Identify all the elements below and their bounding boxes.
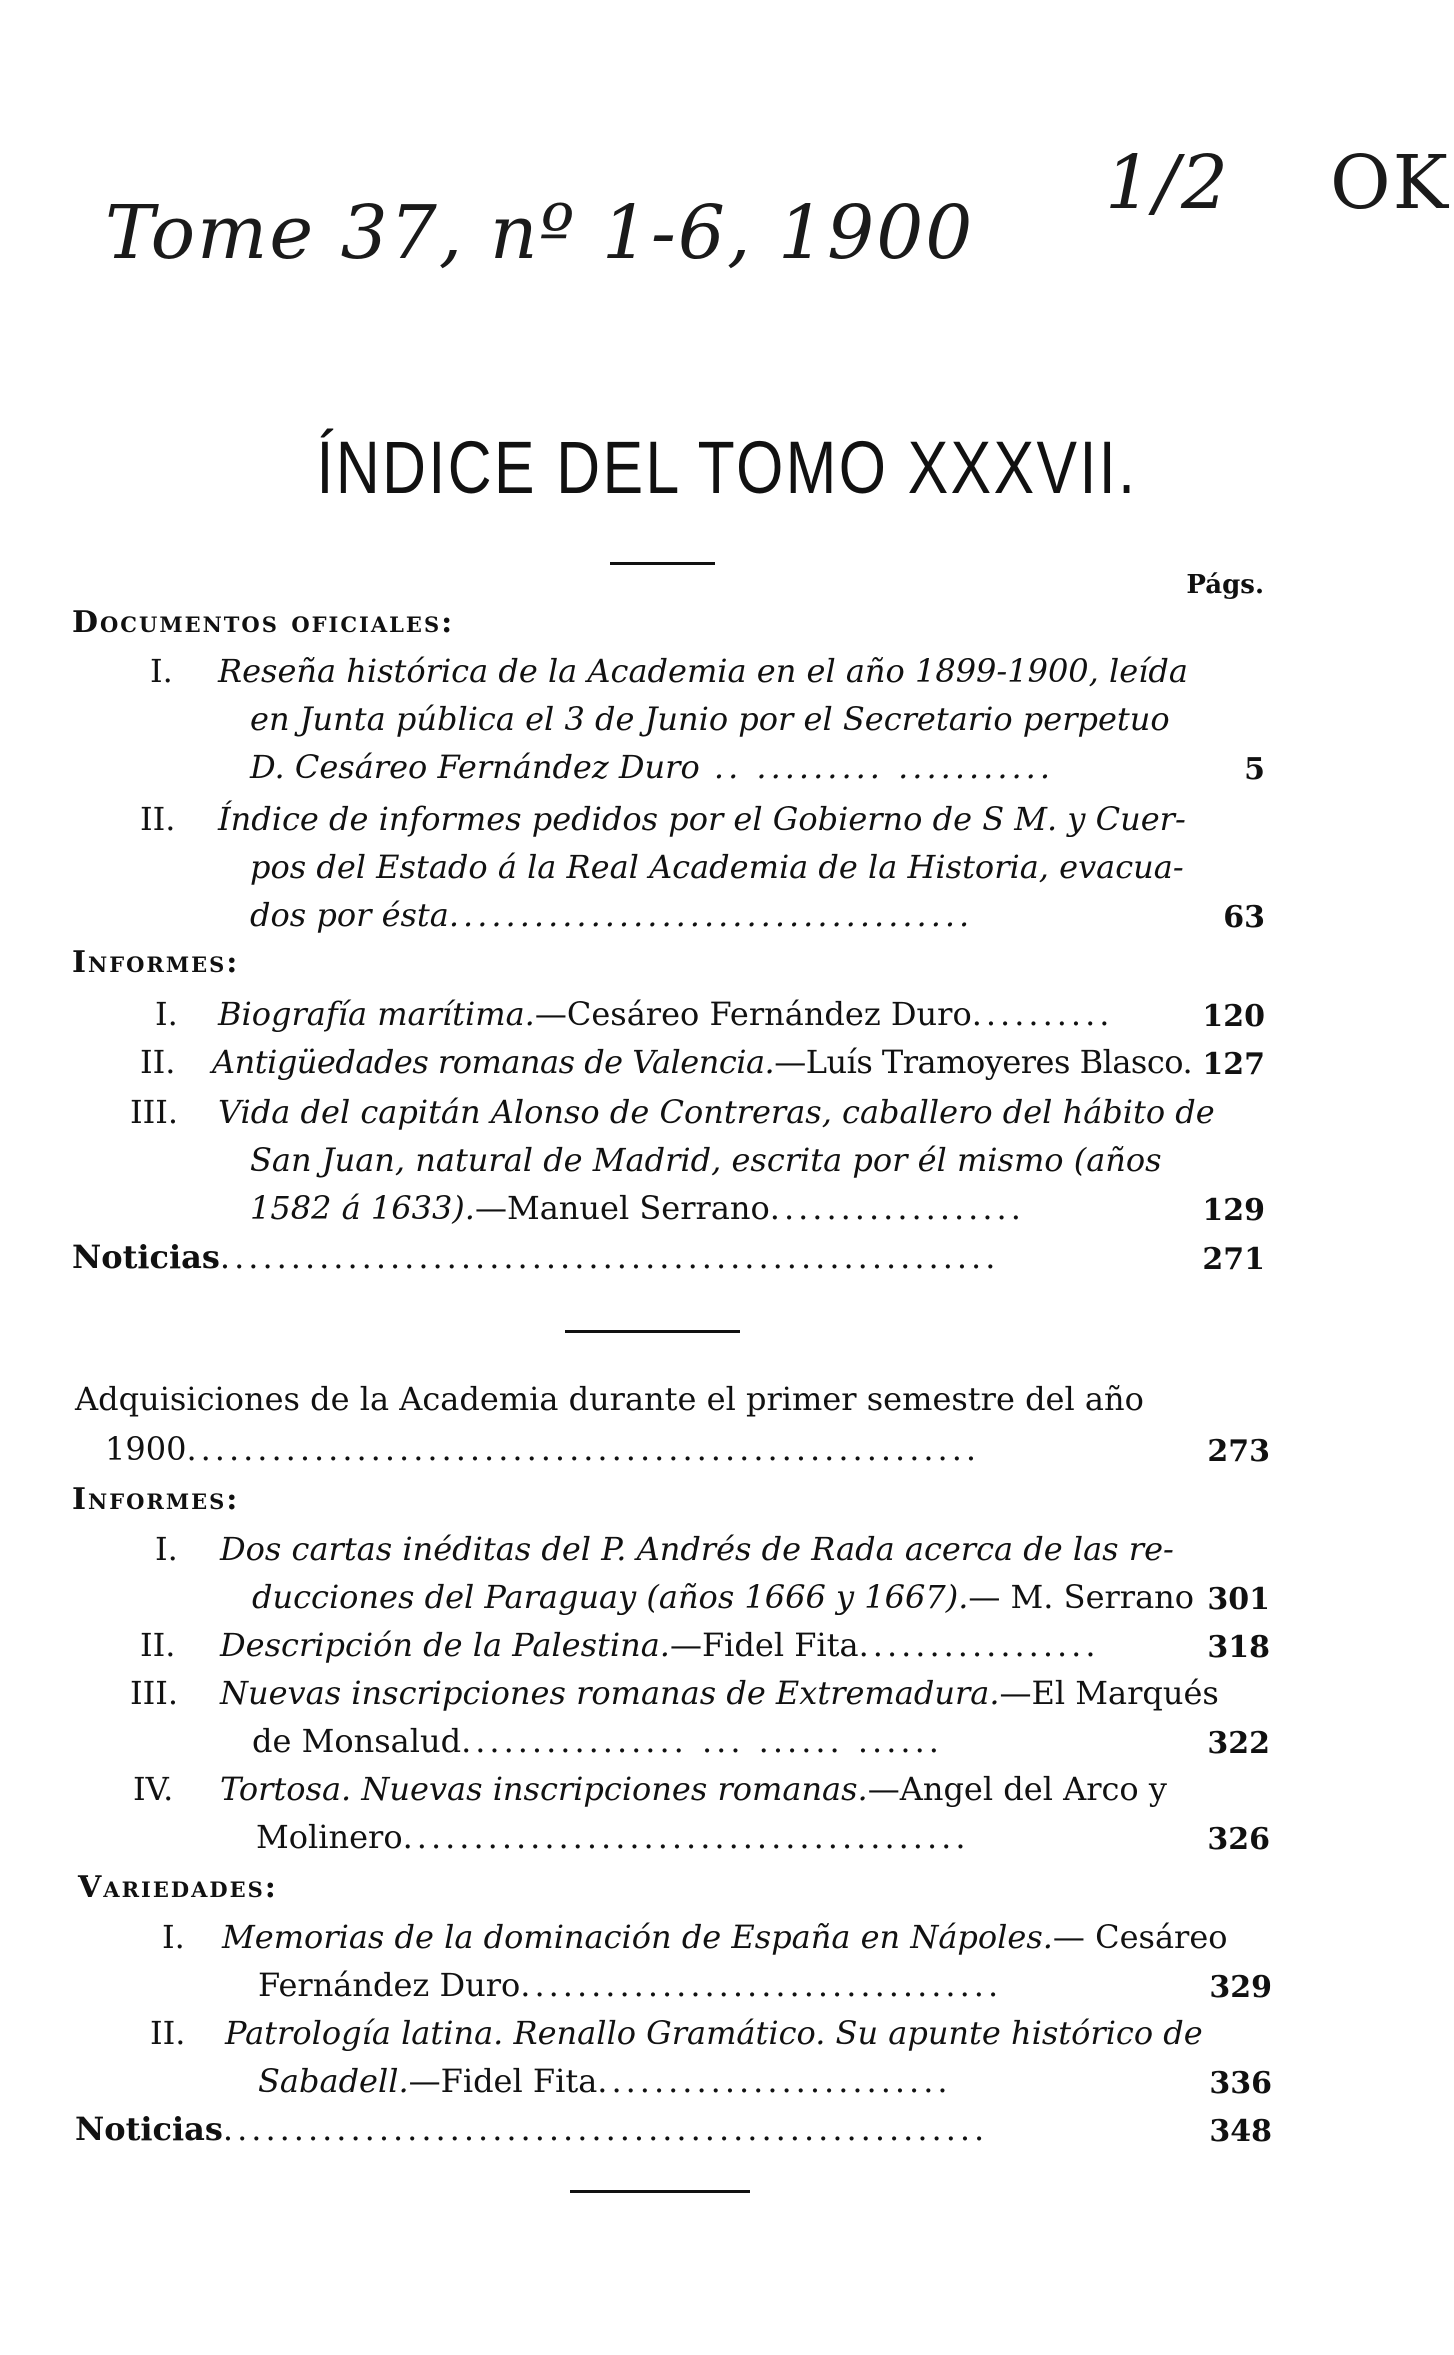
noticias-entry [75, 2110, 988, 2148]
informe-author: —Luís Tramoyeres Blasco. [774, 1043, 1193, 1081]
informe-item-number: IV. [133, 1770, 174, 1808]
handwritten-ok: OK [1330, 140, 1450, 226]
page-title: ÍNDICE DEL TOMO XXXVII. [316, 426, 1138, 509]
variedad-item-number: II. [150, 2014, 186, 2052]
informe-item-line [250, 1189, 1025, 1227]
doc-item-line: Índice de informes pedidos por el Gobierno de S M. y Cuer- [218, 800, 1186, 838]
page-number: 329 [1209, 1970, 1272, 2005]
adquisiciones-year: 1900 [105, 1430, 187, 1468]
informe-item-line [256, 1818, 969, 1856]
informe-item-line [218, 995, 1113, 1033]
dot-leader: ....................................................... [219, 1238, 1000, 1276]
informe-item-line [220, 1626, 1100, 1664]
noticias-entry [72, 1238, 999, 1276]
doc-item-line: pos del Estado á la Real Academia de la Historia, evacua- [250, 848, 1184, 886]
page-number: 326 [1207, 1822, 1270, 1857]
page-number: 301 [1207, 1582, 1270, 1617]
doc-item-number: I. [150, 652, 173, 690]
informe-item-number: I. [155, 995, 178, 1033]
informe-item-number: II. [140, 1626, 176, 1664]
informe-author: —El Marqués [999, 1674, 1219, 1712]
variedad-title: Memorias de la dominación de España en Nápoles. [222, 1918, 1053, 1956]
variedad-item-line [258, 1966, 1002, 2004]
adquisiciones-line [105, 1430, 980, 1468]
dot-leader: ................ ... ...... ...... [461, 1722, 943, 1760]
informe-item-line [212, 1043, 1192, 1081]
informe-title: Nuevas inscripciones romanas de Extremadura. [220, 1674, 1000, 1712]
doc-item-title: D. Cesáreo Fernández Duro [250, 748, 700, 786]
informe-title: Biografía marítima. [218, 995, 535, 1033]
page-number: 127 [1202, 1047, 1265, 1082]
doc-item-line [250, 748, 1054, 786]
informe-item-line [220, 1770, 1167, 1808]
dot-leader: ......................... [597, 2062, 952, 2100]
variedad-item-number: I. [162, 1918, 185, 1956]
dot-leader: ................. [858, 1626, 1100, 1664]
pages-column-label: Págs. [1186, 570, 1264, 600]
informe-item-line: Vida del capitán Alonso de Contreras, caballero del hábito de [218, 1093, 1215, 1131]
variedad-item-line: Patrología latina. Renallo Gramático. Su apunte histórico de [225, 2014, 1203, 2052]
section-heading-documentos: Documentos oficiales: [72, 605, 455, 640]
informe-item-line [252, 1722, 943, 1760]
variedad-author: — Cesáreo [1052, 1918, 1228, 1956]
informe-item-line: San Juan, natural de Madrid, escrita por él mismo (años [250, 1141, 1162, 1179]
informe-item-line: Dos cartas inéditas del P. Andrés de Rada acerca de las re- [220, 1530, 1174, 1568]
informe-author: —Angel del Arco y [867, 1770, 1167, 1808]
informe-title: Tortosa. Nuevas inscripciones romanas. [220, 1770, 868, 1808]
informe-item-number: I. [155, 1530, 178, 1568]
informe-author: —Fidel Fita [669, 1626, 859, 1664]
handwritten-fraction: 1/2 [1105, 140, 1231, 226]
section-heading-informes: Informes: [72, 1482, 240, 1517]
doc-item-line [250, 896, 973, 934]
variedad-author-cont: Fernández Duro [258, 1966, 521, 2004]
informe-author: — M. Serrano [968, 1578, 1195, 1616]
page-number: 348 [1209, 2114, 1272, 2149]
informe-title: Antigüedades romanas de Valencia. [212, 1043, 775, 1081]
dot-leader: ........................................................ [186, 1430, 981, 1468]
dot-leader: ..................................... [448, 896, 974, 934]
doc-item-number: II. [140, 800, 176, 838]
page-number: 336 [1209, 2066, 1272, 2101]
informe-title: ducciones del Paraguay (años 1666 y 1667). [252, 1578, 969, 1616]
variedad-title: Sabadell. [258, 2062, 409, 2100]
informe-item-number: III. [130, 1674, 179, 1712]
doc-item-line: Reseña histórica de la Academia en el año 1899-1900, leída [218, 652, 1188, 690]
dot-leader: .. ......... ........... [699, 748, 1055, 786]
bottom-divider [570, 2190, 750, 2193]
informe-title: 1582 á 1633). [250, 1189, 475, 1227]
variedad-author: —Fidel Fita [408, 2062, 598, 2100]
page-number: 273 [1207, 1434, 1270, 1469]
title-divider [610, 562, 715, 565]
informe-author: —Manuel Serrano [474, 1189, 770, 1227]
noticias-label: Noticias [72, 1238, 220, 1276]
informe-item-number: III. [130, 1093, 179, 1131]
variedad-item-line [258, 2062, 952, 2100]
dot-leader: .................................. [520, 1966, 1003, 2004]
page-number: 63 [1223, 900, 1265, 935]
dot-leader: .......... [971, 995, 1114, 1033]
section-heading-variedades: Variedades: [78, 1870, 278, 1905]
section-divider [565, 1330, 740, 1333]
page-number: 129 [1202, 1193, 1265, 1228]
informe-item-line [252, 1578, 1194, 1616]
doc-item-title: dos por ésta [250, 896, 449, 934]
dot-leader: ...................................................... [222, 2110, 989, 2148]
section-heading-informes: Informes: [72, 945, 240, 980]
variedad-item-line [222, 1918, 1228, 1956]
informe-author-cont: Molinero [256, 1818, 403, 1856]
handwritten-volume-note: Tome 37, nº 1-6, 1900 [105, 190, 975, 276]
page-number: 5 [1244, 752, 1265, 787]
informe-item-number: II. [140, 1043, 176, 1081]
informe-author: —Cesáreo Fernández Duro [534, 995, 972, 1033]
adquisiciones-line: Adquisiciones de la Academia durante el primer semestre del año [75, 1380, 1144, 1418]
dot-leader: ........................................ [402, 1818, 970, 1856]
page-number: 322 [1207, 1726, 1270, 1761]
informe-item-line [220, 1674, 1219, 1712]
doc-item-line: en Junta pública el 3 de Junio por el Secretario perpetuo [250, 700, 1170, 738]
page-number: 271 [1202, 1242, 1265, 1277]
page-number: 318 [1207, 1630, 1270, 1665]
informe-author-cont: de Monsalud [252, 1722, 462, 1760]
dot-leader: .................. [769, 1189, 1025, 1227]
noticias-label: Noticias [75, 2110, 223, 2148]
informe-title: Descripción de la Palestina. [220, 1626, 670, 1664]
page-number: 120 [1202, 999, 1265, 1034]
